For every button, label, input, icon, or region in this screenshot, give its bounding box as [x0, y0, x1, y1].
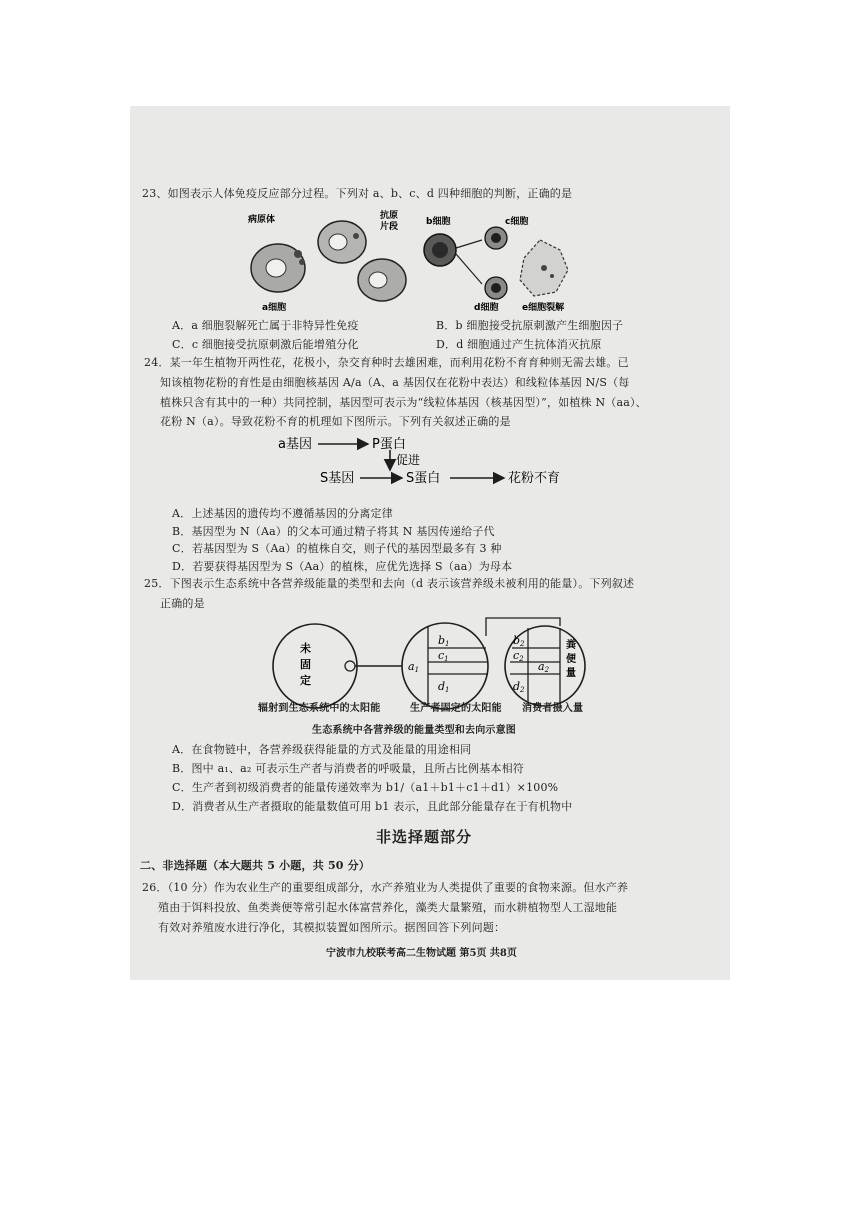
q26-line-1: 26．（10 分）作为农业生产的重要组成部分，水产养殖业为人类提供了重要的食物来源。但水产养 — [142, 881, 629, 894]
label-c2-sub: 2 — [519, 655, 524, 663]
label-antigen-2: 片段 — [380, 222, 399, 232]
unfixed-char-1: 未 — [300, 642, 311, 655]
label-b1: b — [438, 634, 446, 647]
q25-option-d: D．消费者从生产者摄取的能量数值可用 b1 表示，且此部分能量存在于有机物中 — [172, 800, 573, 813]
q23-option-b: B．b 细胞接受抗原刺激产生细胞因子 — [436, 319, 624, 332]
label-d2-sub: 2 — [520, 686, 525, 694]
q23-option-d: D．d 细胞通过产生抗体消灭抗原 — [436, 338, 602, 351]
q24-stem-line-3: 植株只含有其中的一种）共同控制，基因型可表示为“线粒体基因（核基因型）”，如植株 N（aa）、 — [160, 396, 647, 409]
label-d1-sub: 1 — [445, 686, 450, 694]
label-antigen-1: 抗原 — [380, 211, 399, 221]
label-b2: b — [513, 634, 521, 647]
label-a2-sub: 2 — [544, 666, 550, 674]
svg-text:b1 — [438, 634, 450, 648]
energy-flow-diagram — [260, 612, 600, 710]
q25-option-c: C．生产者到初级消费者的能量传递效率为 b1/（a1＋b1＋c1＋d1）×100% — [172, 781, 559, 794]
q23-stem: 23、如图表示人体免疫反应部分过程。下列对 a、b、c、d 四种细胞的判断，正确的是 — [142, 187, 573, 200]
immune-response-figure — [230, 210, 590, 314]
svg-text:d2 — [513, 680, 525, 694]
label-a2: a — [538, 660, 545, 673]
label-a1-sub: 1 — [414, 666, 420, 674]
unfixed-char-2: 固 — [300, 658, 311, 671]
label-b2-sub: 2 — [520, 640, 525, 648]
caption-intake: 消费者摄入量 — [522, 703, 584, 714]
label-d-cell: d细胞 — [474, 303, 499, 313]
s-protein-label: S蛋白 — [406, 471, 441, 486]
label-a-cell: a细胞 — [262, 303, 287, 313]
pollen-sterility-diagram — [270, 432, 580, 492]
label-b1-sub: 1 — [445, 640, 450, 648]
page-footer: 宁波市九校联考高二生物试题 第5页 共8页 — [326, 948, 517, 959]
label-c1-sub: 1 — [444, 655, 449, 663]
svg-text:d1 — [438, 680, 450, 694]
p-protein-label: P蛋白 — [372, 437, 406, 452]
q26-line-2: 殖由于饵料投放、鱼类粪便等常引起水体富营养化，藻类大量繁殖，而水耕植物型人工湿地能 — [158, 901, 618, 914]
label-pathogen: 病原体 — [248, 215, 276, 225]
section-header: 二、非选择题（本大题共 5 小题，共 50 分） — [140, 859, 371, 872]
q24-option-b: B．基因型为 N（Aa）的父本可通过精子将其 N 基因传递给子代 — [172, 525, 495, 538]
q25-option-a: A．在食物链中，各营养级获得能量的方式及能量的用途相同 — [172, 743, 472, 756]
svg-text:c2 — [513, 649, 524, 663]
exam-page — [130, 106, 730, 980]
q24-stem-line-1: 24．某一年生植物开两性花，花极小，杂交育种时去雄困难，而利用花粉不育育种则无需去雄。已 — [144, 356, 629, 369]
s-gene-label: S基因 — [320, 471, 355, 486]
q25-stem-line-1: 25．下图表示生态系统中各营养级能量的类型和去向（d 表示该营养级未被利用的能量）。下列叙述 — [144, 577, 635, 590]
caption-radiated-energy: 辐射到生态系统中的太阳能 — [258, 703, 381, 714]
svg-text:b2 — [513, 634, 525, 648]
q26-line-3: 有效对养殖废水进行净化，其模拟装置如图所示。据图回答下列问题： — [158, 921, 506, 934]
label-e-cell: e细胞裂解 — [522, 303, 565, 313]
label-a1: a — [408, 660, 415, 673]
promote-label: 促进 — [396, 453, 421, 467]
q25-option-b: B．图中 a₁、a₂ 可表示生产者与消费者的呼吸量，且所占比例基本相符 — [172, 762, 525, 775]
q24-stem-line-4: 花粉 N（a）。导致花粉不育的机理如下图所示。下列有关叙述正确的是 — [160, 415, 511, 428]
label-d1: d — [438, 680, 446, 693]
q23-option-a: A．a 细胞裂解死亡属于非特异性免疫 — [172, 319, 359, 332]
label-c-cell: c细胞 — [505, 217, 529, 227]
q24-option-c: C．若基因型为 S（Aa）的植株自交，则子代的基因型最多有 3 种 — [172, 542, 502, 555]
label-b-cell: b细胞 — [426, 217, 451, 227]
feces-char-2: 便 — [566, 654, 576, 665]
svg-text:a1 — [408, 660, 419, 674]
feces-char-3: 量 — [566, 668, 576, 679]
section-title: 非选择题部分 — [376, 828, 473, 846]
q24-option-a: A．上述基因的遗传均不遵循基因的分离定律 — [172, 507, 393, 520]
label-c2: c — [513, 649, 520, 662]
a-gene-label: a基因 — [278, 437, 312, 452]
energy-diagram-title: 生态系统中各营养级的能量类型和去向示意图 — [312, 725, 516, 736]
unfixed-char-3: 定 — [300, 674, 311, 687]
label-d2: d — [513, 680, 521, 693]
feces-char-1: 粪 — [566, 640, 576, 651]
q23-option-c: C．c 细胞接受抗原刺激后能增殖分化 — [172, 338, 359, 351]
label-c1: c — [438, 649, 445, 662]
q24-option-d: D．若要获得基因型为 S（Aa）的植株，应优先选择 S（aa）为母本 — [172, 560, 513, 573]
sterile-label: 花粉不育 — [508, 471, 561, 486]
svg-text:c1 — [438, 649, 449, 663]
q24-stem-line-2: 知该植物花粉的育性是由细胞核基因 A/a（A、a 基因仅在花粉中表达）和线粒体基因 N/S（每 — [160, 376, 630, 389]
caption-fixed-energy: 生产者固定的太阳能 — [410, 703, 502, 714]
q25-stem-line-2: 正确的是 — [160, 597, 205, 610]
